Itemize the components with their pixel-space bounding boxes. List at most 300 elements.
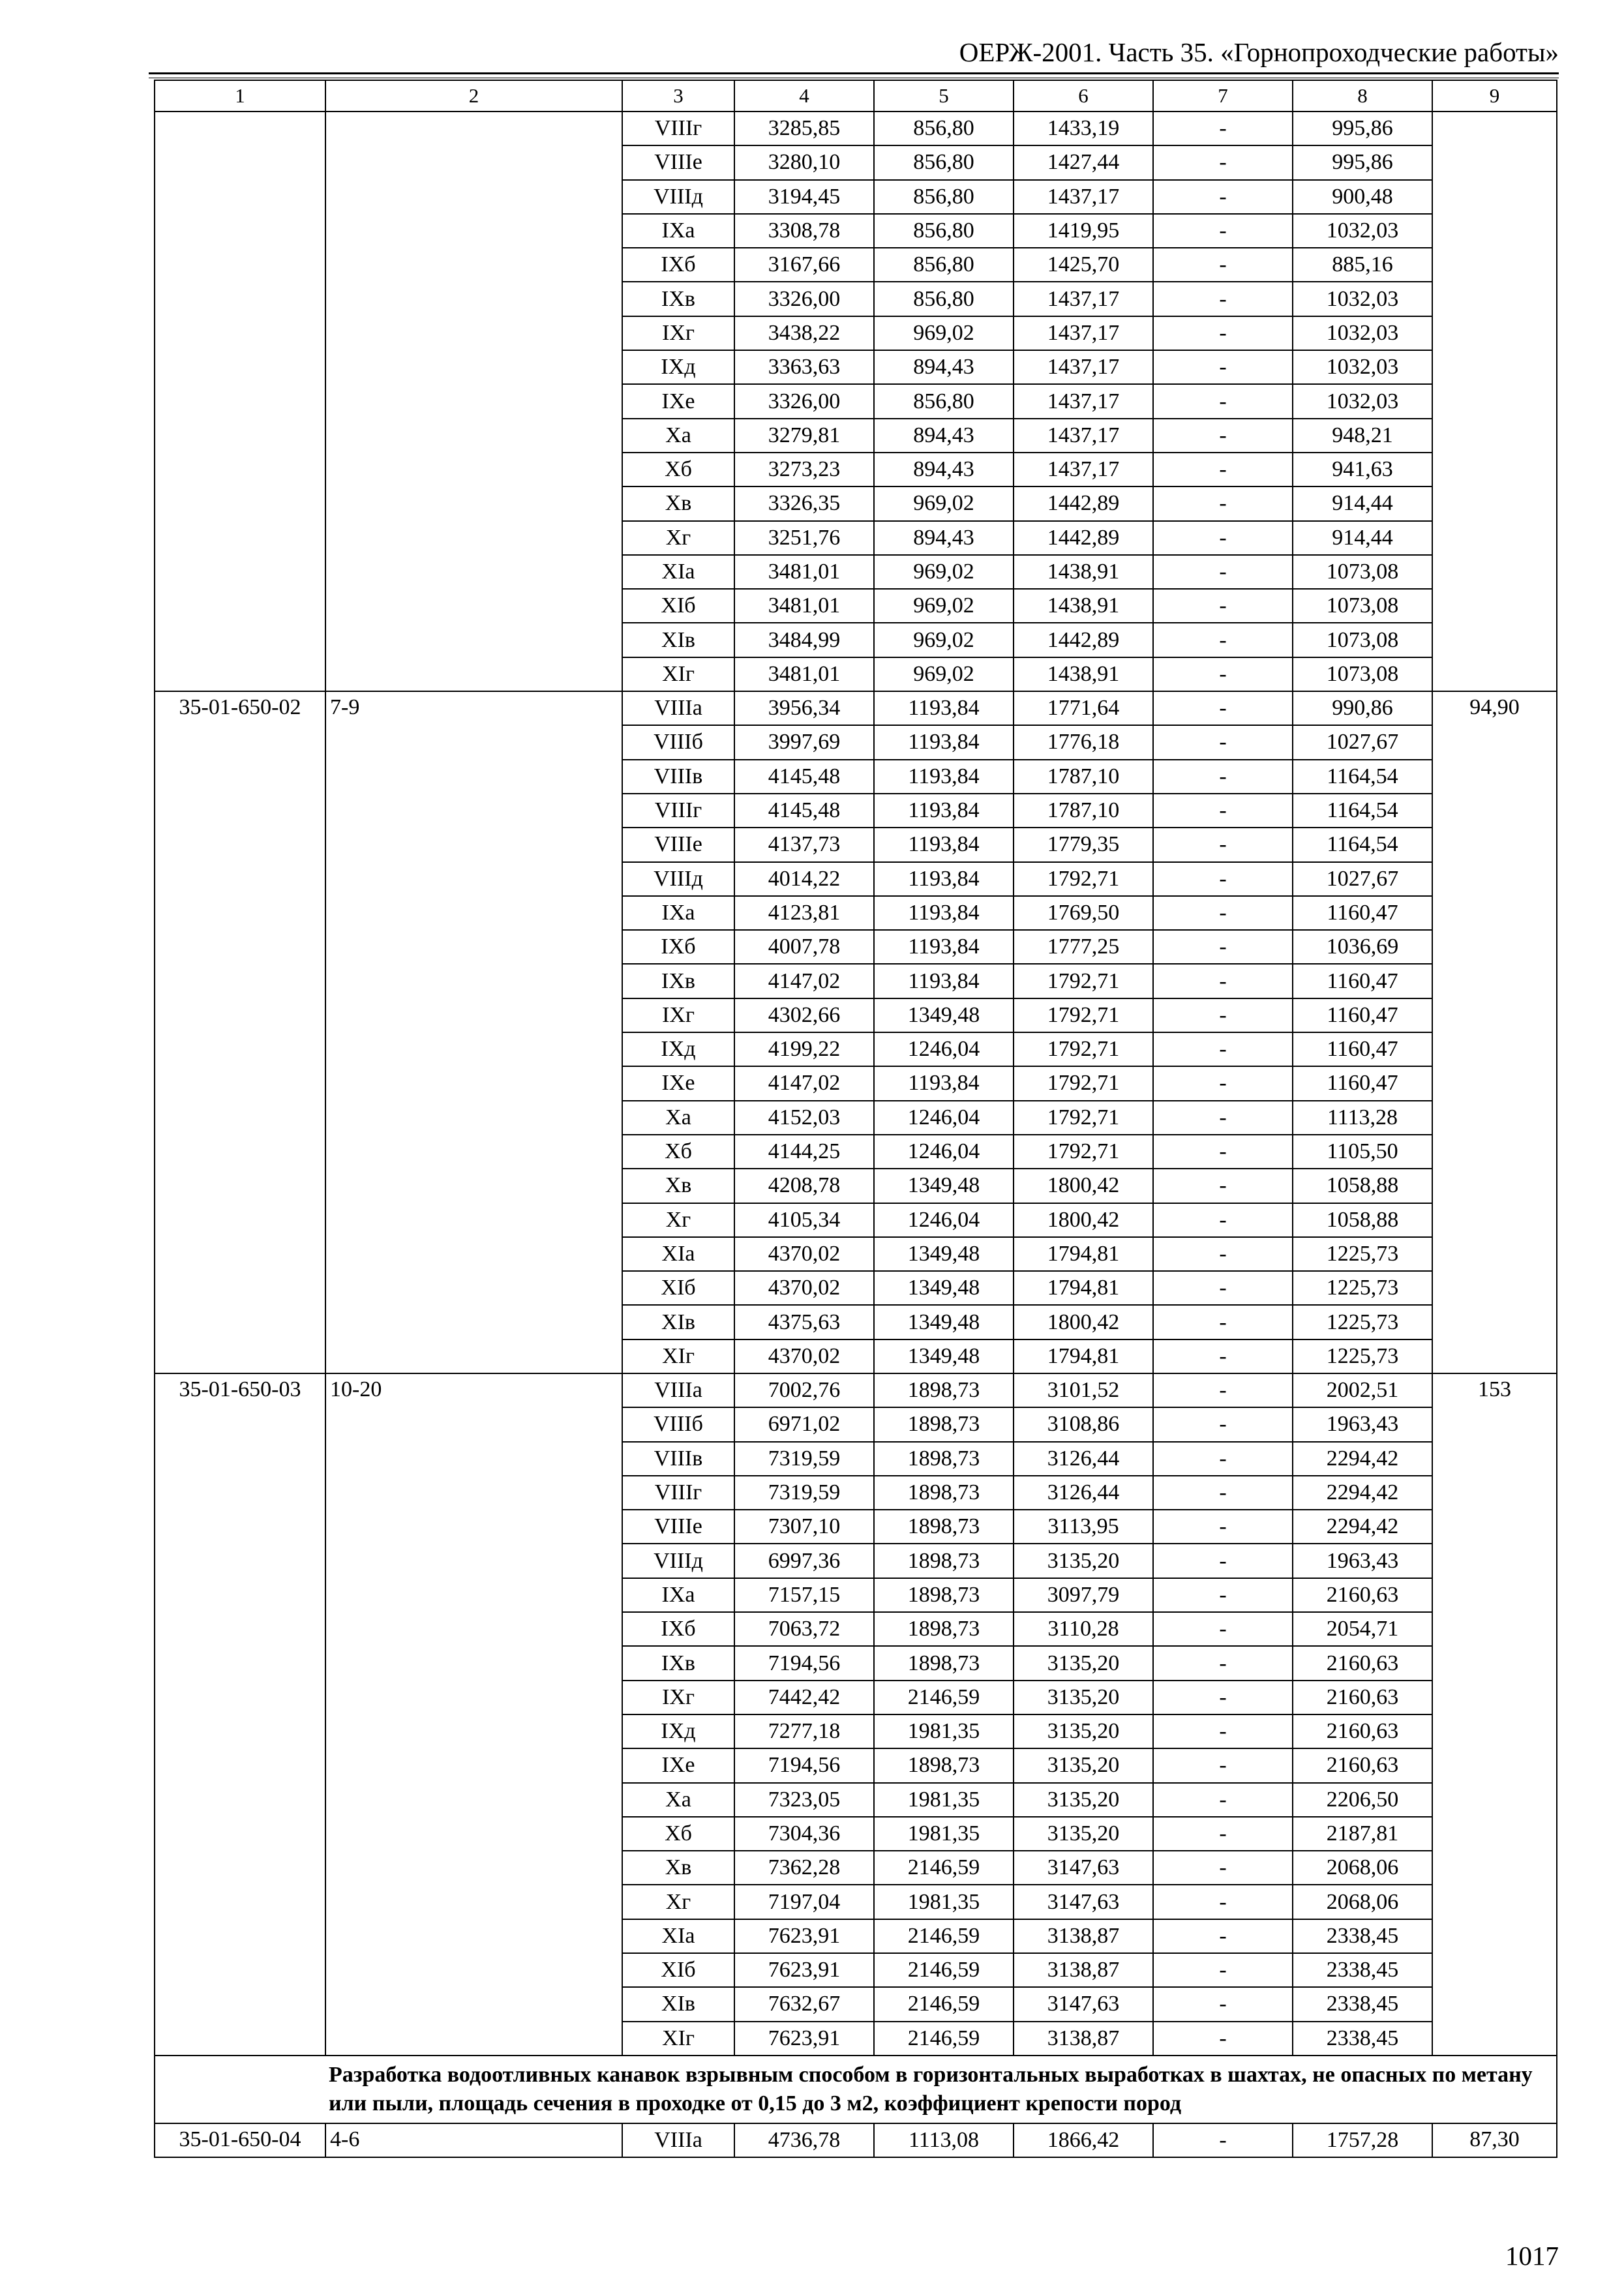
column-number: 8 [1293, 80, 1432, 112]
total-cost-cell: 7632,67 [734, 1987, 874, 2021]
rock-category-cell: IXд [622, 1714, 734, 1748]
machines-cell: 3138,87 [1014, 1953, 1153, 1987]
total-cost-cell: 4144,25 [734, 1135, 874, 1169]
machinist-wages-cell: - [1153, 1510, 1293, 1544]
machines-cell: 1437,17 [1014, 180, 1153, 214]
machinist-wages-cell: - [1153, 657, 1293, 691]
total-cost-cell: 4105,34 [734, 1203, 874, 1237]
rock-category-cell: XIа [622, 555, 734, 589]
machines-cell: 1794,81 [1014, 1237, 1153, 1271]
rock-category-cell: VIIIа [622, 2123, 734, 2157]
rock-category-cell: VIIIв [622, 760, 734, 794]
machinist-wages-cell: - [1153, 316, 1293, 350]
machines-cell: 3135,20 [1014, 1544, 1153, 1578]
materials-cell: 2294,42 [1293, 1442, 1432, 1476]
machines-cell: 3138,87 [1014, 1919, 1153, 1953]
machinist-wages-cell: - [1153, 1681, 1293, 1714]
column-number: 9 [1432, 80, 1557, 112]
wages-cell: 894,43 [874, 453, 1014, 486]
materials-cell: 2338,45 [1293, 2022, 1432, 2056]
wages-cell: 856,80 [874, 282, 1014, 316]
rock-category-cell: IXе [622, 1748, 734, 1782]
machinist-wages-cell: - [1153, 1783, 1293, 1817]
wages-cell: 1193,84 [874, 930, 1014, 964]
rock-category-cell: VIIIе [622, 1510, 734, 1544]
rock-category-cell: XIа [622, 1237, 734, 1271]
rock-category-cell: VIIIе [622, 145, 734, 179]
machines-cell: 1419,95 [1014, 214, 1153, 248]
rock-category-cell: IXг [622, 998, 734, 1032]
rock-category-cell: Xв [622, 1851, 734, 1885]
machinist-wages-cell: - [1153, 760, 1293, 794]
rock-category-cell: VIIIд [622, 862, 734, 896]
wages-cell: 2146,59 [874, 1953, 1014, 1987]
rock-category-cell: Xв [622, 1169, 734, 1203]
machinist-wages-cell: - [1153, 1544, 1293, 1578]
machines-cell: 1769,50 [1014, 896, 1153, 930]
rock-category-cell: Xг [622, 521, 734, 555]
total-cost-cell: 3167,66 [734, 248, 874, 282]
total-cost-cell: 6971,02 [734, 1407, 874, 1441]
machinist-wages-cell: - [1153, 691, 1293, 725]
labor-cost-cell [1432, 112, 1557, 691]
total-cost-cell: 3194,45 [734, 180, 874, 214]
column-number: 1 [155, 80, 325, 112]
machines-cell: 1777,25 [1014, 930, 1153, 964]
total-cost-cell: 7319,59 [734, 1476, 874, 1510]
machinist-wages-cell: - [1153, 998, 1293, 1032]
rock-category-cell: Xб [622, 1817, 734, 1851]
wages-cell: 1349,48 [874, 998, 1014, 1032]
machinist-wages-cell: - [1153, 1919, 1293, 1953]
materials-cell: 1032,03 [1293, 350, 1432, 384]
total-cost-cell: 3438,22 [734, 316, 874, 350]
wages-cell: 1898,73 [874, 1748, 1014, 1782]
rock-category-cell: VIIIг [622, 1476, 734, 1510]
machines-cell: 3126,44 [1014, 1442, 1153, 1476]
total-cost-cell: 4370,02 [734, 1271, 874, 1305]
wages-cell: 1193,84 [874, 862, 1014, 896]
machinist-wages-cell: - [1153, 1578, 1293, 1612]
machinist-wages-cell: - [1153, 180, 1293, 214]
total-cost-cell: 7277,18 [734, 1714, 874, 1748]
labor-cost-cell: 94,90 [1432, 691, 1557, 1373]
wages-cell: 1193,84 [874, 691, 1014, 725]
rock-category-cell: Xб [622, 1135, 734, 1169]
wages-cell: 1246,04 [874, 1032, 1014, 1066]
machines-cell: 3147,63 [1014, 1851, 1153, 1885]
machinist-wages-cell: - [1153, 1851, 1293, 1885]
materials-cell: 1032,03 [1293, 282, 1432, 316]
column-number: 3 [622, 80, 734, 112]
total-cost-cell: 3326,00 [734, 282, 874, 316]
rock-category-cell: IXа [622, 1578, 734, 1612]
machinist-wages-cell: - [1153, 521, 1293, 555]
materials-cell: 2187,81 [1293, 1817, 1432, 1851]
rock-category-cell: IXв [622, 1646, 734, 1680]
rock-category-cell: XIа [622, 1919, 734, 1953]
total-cost-cell: 3997,69 [734, 725, 874, 759]
rate-code-cell: 35-01-650-04 [155, 2123, 325, 2157]
column-number: 2 [325, 80, 622, 112]
machinist-wages-cell: - [1153, 1305, 1293, 1339]
rock-category-cell: IXб [622, 1612, 734, 1646]
total-cost-cell: 7194,56 [734, 1748, 874, 1782]
machinist-wages-cell: - [1153, 930, 1293, 964]
total-cost-cell: 4736,78 [734, 2123, 874, 2157]
section-heading: Разработка водоотливных канавок взрывным способом в горизонтальных выработках в шахтах, не опасных по метану или пыли, площадь сечения в проходке от 0,15 до 3 м2, коэффициент крепости пород [155, 2056, 1557, 2123]
materials-cell: 948,21 [1293, 419, 1432, 453]
total-cost-cell: 4145,48 [734, 794, 874, 828]
machinist-wages-cell: - [1153, 384, 1293, 418]
materials-cell: 2338,45 [1293, 1987, 1432, 2021]
machinist-wages-cell: - [1153, 1953, 1293, 1987]
wages-cell: 2146,59 [874, 2022, 1014, 2056]
rock-category-cell: IXв [622, 964, 734, 998]
total-cost-cell: 3285,85 [734, 112, 874, 145]
wages-cell: 2146,59 [874, 1681, 1014, 1714]
rock-category-cell: IXа [622, 896, 734, 930]
wages-cell: 1113,08 [874, 2123, 1014, 2157]
wages-cell: 1898,73 [874, 1578, 1014, 1612]
materials-cell: 2338,45 [1293, 1953, 1432, 1987]
column-number-row [155, 80, 1557, 112]
machinist-wages-cell: - [1153, 794, 1293, 828]
total-cost-cell: 7323,05 [734, 1783, 874, 1817]
range-cell: 10-20 [325, 1373, 622, 2056]
machinist-wages-cell: - [1153, 1646, 1293, 1680]
materials-cell: 2160,63 [1293, 1578, 1432, 1612]
wages-cell: 1981,35 [874, 1714, 1014, 1748]
machines-cell: 1800,42 [1014, 1305, 1153, 1339]
total-cost-cell: 4152,03 [734, 1101, 874, 1135]
rock-category-cell: Xб [622, 453, 734, 486]
machines-cell: 1427,44 [1014, 145, 1153, 179]
wages-cell: 1349,48 [874, 1339, 1014, 1373]
rock-category-cell: VIIIг [622, 112, 734, 145]
rate-code-cell: 35-01-650-02 [155, 691, 325, 1373]
rock-category-cell: VIIIб [622, 725, 734, 759]
total-cost-cell: 4370,02 [734, 1339, 874, 1373]
machines-cell: 1425,70 [1014, 248, 1153, 282]
materials-cell: 900,48 [1293, 180, 1432, 214]
wages-cell: 2146,59 [874, 1919, 1014, 1953]
machinist-wages-cell: - [1153, 1987, 1293, 2021]
materials-cell: 914,44 [1293, 521, 1432, 555]
wages-cell: 969,02 [874, 623, 1014, 657]
wages-cell: 856,80 [874, 112, 1014, 145]
machinist-wages-cell: - [1153, 1748, 1293, 1782]
rock-category-cell: IXд [622, 350, 734, 384]
machines-cell: 3101,52 [1014, 1373, 1153, 1407]
machinist-wages-cell: - [1153, 725, 1293, 759]
machinist-wages-cell: - [1153, 828, 1293, 861]
wages-cell: 1193,84 [874, 828, 1014, 861]
wages-cell: 856,80 [874, 214, 1014, 248]
total-cost-cell: 3326,00 [734, 384, 874, 418]
materials-cell: 1160,47 [1293, 1032, 1432, 1066]
materials-cell: 1164,54 [1293, 828, 1432, 861]
rock-category-cell: VIIIд [622, 180, 734, 214]
machinist-wages-cell: - [1153, 1612, 1293, 1646]
machines-cell: 3126,44 [1014, 1476, 1153, 1510]
total-cost-cell: 4375,63 [734, 1305, 874, 1339]
materials-cell: 2294,42 [1293, 1476, 1432, 1510]
total-cost-cell: 6997,36 [734, 1544, 874, 1578]
wages-cell: 1898,73 [874, 1407, 1014, 1441]
machines-cell: 1438,91 [1014, 589, 1153, 623]
table-row [155, 112, 1557, 145]
rock-category-cell: VIIIа [622, 1373, 734, 1407]
materials-cell: 1032,03 [1293, 316, 1432, 350]
wages-cell: 856,80 [874, 248, 1014, 282]
machines-cell: 1792,71 [1014, 964, 1153, 998]
machinist-wages-cell: - [1153, 1237, 1293, 1271]
page-number: 1017 [1505, 2241, 1559, 2271]
table-body [155, 80, 1557, 2157]
materials-cell: 1073,08 [1293, 555, 1432, 589]
wages-cell: 969,02 [874, 486, 1014, 520]
wages-cell: 856,80 [874, 180, 1014, 214]
total-cost-cell: 4370,02 [734, 1237, 874, 1271]
machinist-wages-cell: - [1153, 350, 1293, 384]
wages-cell: 1193,84 [874, 725, 1014, 759]
materials-cell: 1032,03 [1293, 384, 1432, 418]
machinist-wages-cell: - [1153, 1169, 1293, 1203]
materials-cell: 2054,71 [1293, 1612, 1432, 1646]
wages-cell: 969,02 [874, 589, 1014, 623]
header-rule-thick [149, 72, 1559, 74]
wages-cell: 1193,84 [874, 1066, 1014, 1100]
materials-cell: 1225,73 [1293, 1305, 1432, 1339]
materials-cell: 1036,69 [1293, 930, 1432, 964]
page-header-title: ОЕРЖ-2001. Часть 35. «Горнопроходческие работы» [959, 37, 1559, 67]
wages-cell: 1898,73 [874, 1612, 1014, 1646]
machines-cell: 1437,17 [1014, 282, 1153, 316]
machines-cell: 1787,10 [1014, 794, 1153, 828]
materials-cell: 2002,51 [1293, 1373, 1432, 1407]
rock-category-cell: IXб [622, 248, 734, 282]
total-cost-cell: 3481,01 [734, 555, 874, 589]
materials-cell: 1164,54 [1293, 794, 1432, 828]
total-cost-cell: 7063,72 [734, 1612, 874, 1646]
total-cost-cell: 4147,02 [734, 1066, 874, 1100]
total-cost-cell: 3251,76 [734, 521, 874, 555]
machines-cell: 1771,64 [1014, 691, 1153, 725]
wages-cell: 1193,84 [874, 794, 1014, 828]
total-cost-cell: 7442,42 [734, 1681, 874, 1714]
machinist-wages-cell: - [1153, 214, 1293, 248]
machinist-wages-cell: - [1153, 623, 1293, 657]
materials-cell: 990,86 [1293, 691, 1432, 725]
rock-category-cell: VIIIд [622, 1544, 734, 1578]
machines-cell: 3135,20 [1014, 1783, 1153, 1817]
table-row [155, 2123, 1557, 2157]
total-cost-cell: 7623,91 [734, 1953, 874, 1987]
range-cell [325, 112, 622, 691]
total-cost-cell: 3326,35 [734, 486, 874, 520]
machines-cell: 3135,20 [1014, 1714, 1153, 1748]
total-cost-cell: 3363,63 [734, 350, 874, 384]
machinist-wages-cell: - [1153, 1101, 1293, 1135]
rock-category-cell: VIIIб [622, 1407, 734, 1441]
wages-cell: 1981,35 [874, 1817, 1014, 1851]
machines-cell: 1433,19 [1014, 112, 1153, 145]
wages-cell: 1246,04 [874, 1135, 1014, 1169]
materials-cell: 914,44 [1293, 486, 1432, 520]
materials-cell: 1225,73 [1293, 1339, 1432, 1373]
total-cost-cell: 3481,01 [734, 589, 874, 623]
machines-cell: 1792,71 [1014, 1135, 1153, 1169]
rock-category-cell: XIв [622, 1987, 734, 2021]
machines-cell: 3147,63 [1014, 1987, 1153, 2021]
wages-cell: 1349,48 [874, 1271, 1014, 1305]
wages-cell: 2146,59 [874, 1851, 1014, 1885]
machinist-wages-cell: - [1153, 1271, 1293, 1305]
wages-cell: 2146,59 [874, 1987, 1014, 2021]
column-number: 6 [1014, 80, 1153, 112]
rock-category-cell: XIг [622, 2022, 734, 2056]
machines-cell: 3108,86 [1014, 1407, 1153, 1441]
machines-cell: 1437,17 [1014, 419, 1153, 453]
machinist-wages-cell: - [1153, 453, 1293, 486]
machinist-wages-cell: - [1153, 2022, 1293, 2056]
materials-cell: 1160,47 [1293, 896, 1432, 930]
machines-cell: 1787,10 [1014, 760, 1153, 794]
machines-cell: 3147,63 [1014, 1885, 1153, 1919]
rates-table [154, 80, 1557, 2158]
total-cost-cell: 3279,81 [734, 419, 874, 453]
rock-category-cell: XIв [622, 623, 734, 657]
total-cost-cell: 7304,36 [734, 1817, 874, 1851]
rock-category-cell: XIб [622, 1271, 734, 1305]
machines-cell: 1800,42 [1014, 1169, 1153, 1203]
materials-cell: 995,86 [1293, 145, 1432, 179]
total-cost-cell: 4147,02 [734, 964, 874, 998]
machinist-wages-cell: - [1153, 486, 1293, 520]
materials-cell: 2160,63 [1293, 1681, 1432, 1714]
wages-cell: 1981,35 [874, 1885, 1014, 1919]
wages-cell: 1981,35 [874, 1783, 1014, 1817]
materials-cell: 1073,08 [1293, 623, 1432, 657]
total-cost-cell: 7307,10 [734, 1510, 874, 1544]
rock-category-cell: IXе [622, 1066, 734, 1100]
wages-cell: 1898,73 [874, 1476, 1014, 1510]
machinist-wages-cell: - [1153, 1442, 1293, 1476]
total-cost-cell: 7194,56 [734, 1646, 874, 1680]
materials-cell: 1160,47 [1293, 1066, 1432, 1100]
wages-cell: 969,02 [874, 657, 1014, 691]
total-cost-cell: 7362,28 [734, 1851, 874, 1885]
materials-cell: 1058,88 [1293, 1203, 1432, 1237]
total-cost-cell: 4014,22 [734, 862, 874, 896]
materials-cell: 1757,28 [1293, 2123, 1432, 2157]
wages-cell: 1898,73 [874, 1510, 1014, 1544]
table-row [155, 691, 1557, 725]
machinist-wages-cell: - [1153, 1407, 1293, 1441]
total-cost-cell: 3308,78 [734, 214, 874, 248]
wages-cell: 1193,84 [874, 964, 1014, 998]
rock-category-cell: Xг [622, 1885, 734, 1919]
machines-cell: 1437,17 [1014, 384, 1153, 418]
labor-cost-cell: 87,30 [1432, 2123, 1557, 2157]
total-cost-cell: 7157,15 [734, 1578, 874, 1612]
wages-cell: 969,02 [874, 316, 1014, 350]
total-cost-cell: 3956,34 [734, 691, 874, 725]
labor-cost-cell: 153 [1432, 1373, 1557, 2056]
machinist-wages-cell: - [1153, 282, 1293, 316]
rock-category-cell: IXг [622, 1681, 734, 1714]
machinist-wages-cell: - [1153, 248, 1293, 282]
materials-cell: 2068,06 [1293, 1851, 1432, 1885]
wages-cell: 856,80 [874, 145, 1014, 179]
range-cell: 4-6 [325, 2123, 622, 2157]
machinist-wages-cell: - [1153, 1476, 1293, 1510]
materials-cell: 1073,08 [1293, 657, 1432, 691]
machines-cell: 3135,20 [1014, 1646, 1153, 1680]
materials-cell: 941,63 [1293, 453, 1432, 486]
materials-cell: 1963,43 [1293, 1407, 1432, 1441]
total-cost-cell: 4302,66 [734, 998, 874, 1032]
total-cost-cell: 4208,78 [734, 1169, 874, 1203]
wages-cell: 856,80 [874, 384, 1014, 418]
materials-cell: 1027,67 [1293, 725, 1432, 759]
rock-category-cell: VIIIе [622, 828, 734, 861]
machines-cell: 3110,28 [1014, 1612, 1153, 1646]
machines-cell: 3113,95 [1014, 1510, 1153, 1544]
machines-cell: 1438,91 [1014, 657, 1153, 691]
rock-category-cell: IXд [622, 1032, 734, 1066]
materials-cell: 2160,63 [1293, 1748, 1432, 1782]
rock-category-cell: XIб [622, 589, 734, 623]
wages-cell: 1349,48 [874, 1237, 1014, 1271]
rock-category-cell: Xг [622, 1203, 734, 1237]
machinist-wages-cell: - [1153, 555, 1293, 589]
rock-category-cell: IXб [622, 930, 734, 964]
materials-cell: 1225,73 [1293, 1237, 1432, 1271]
machinist-wages-cell: - [1153, 1339, 1293, 1373]
rock-category-cell: Xа [622, 1101, 734, 1135]
wages-cell: 1246,04 [874, 1101, 1014, 1135]
total-cost-cell: 4137,73 [734, 828, 874, 861]
materials-cell: 2160,63 [1293, 1646, 1432, 1680]
wages-cell: 1898,73 [874, 1373, 1014, 1407]
section-heading-row [155, 2056, 1557, 2123]
wages-cell: 1193,84 [874, 760, 1014, 794]
machines-cell: 1794,81 [1014, 1271, 1153, 1305]
rock-category-cell: XIв [622, 1305, 734, 1339]
wages-cell: 1898,73 [874, 1442, 1014, 1476]
machines-cell: 3097,79 [1014, 1578, 1153, 1612]
total-cost-cell: 4199,22 [734, 1032, 874, 1066]
materials-cell: 2206,50 [1293, 1783, 1432, 1817]
machinist-wages-cell: - [1153, 1885, 1293, 1919]
materials-cell: 1113,28 [1293, 1101, 1432, 1135]
wages-cell: 1246,04 [874, 1203, 1014, 1237]
wages-cell: 1349,48 [874, 1169, 1014, 1203]
column-number: 4 [734, 80, 874, 112]
column-number: 5 [874, 80, 1014, 112]
wages-cell: 894,43 [874, 350, 1014, 384]
machines-cell: 1437,17 [1014, 350, 1153, 384]
total-cost-cell: 3484,99 [734, 623, 874, 657]
rock-category-cell: XIг [622, 657, 734, 691]
machines-cell: 1437,17 [1014, 316, 1153, 350]
materials-cell: 1105,50 [1293, 1135, 1432, 1169]
machinist-wages-cell: - [1153, 1066, 1293, 1100]
total-cost-cell: 7623,91 [734, 1919, 874, 1953]
machinist-wages-cell: - [1153, 1032, 1293, 1066]
